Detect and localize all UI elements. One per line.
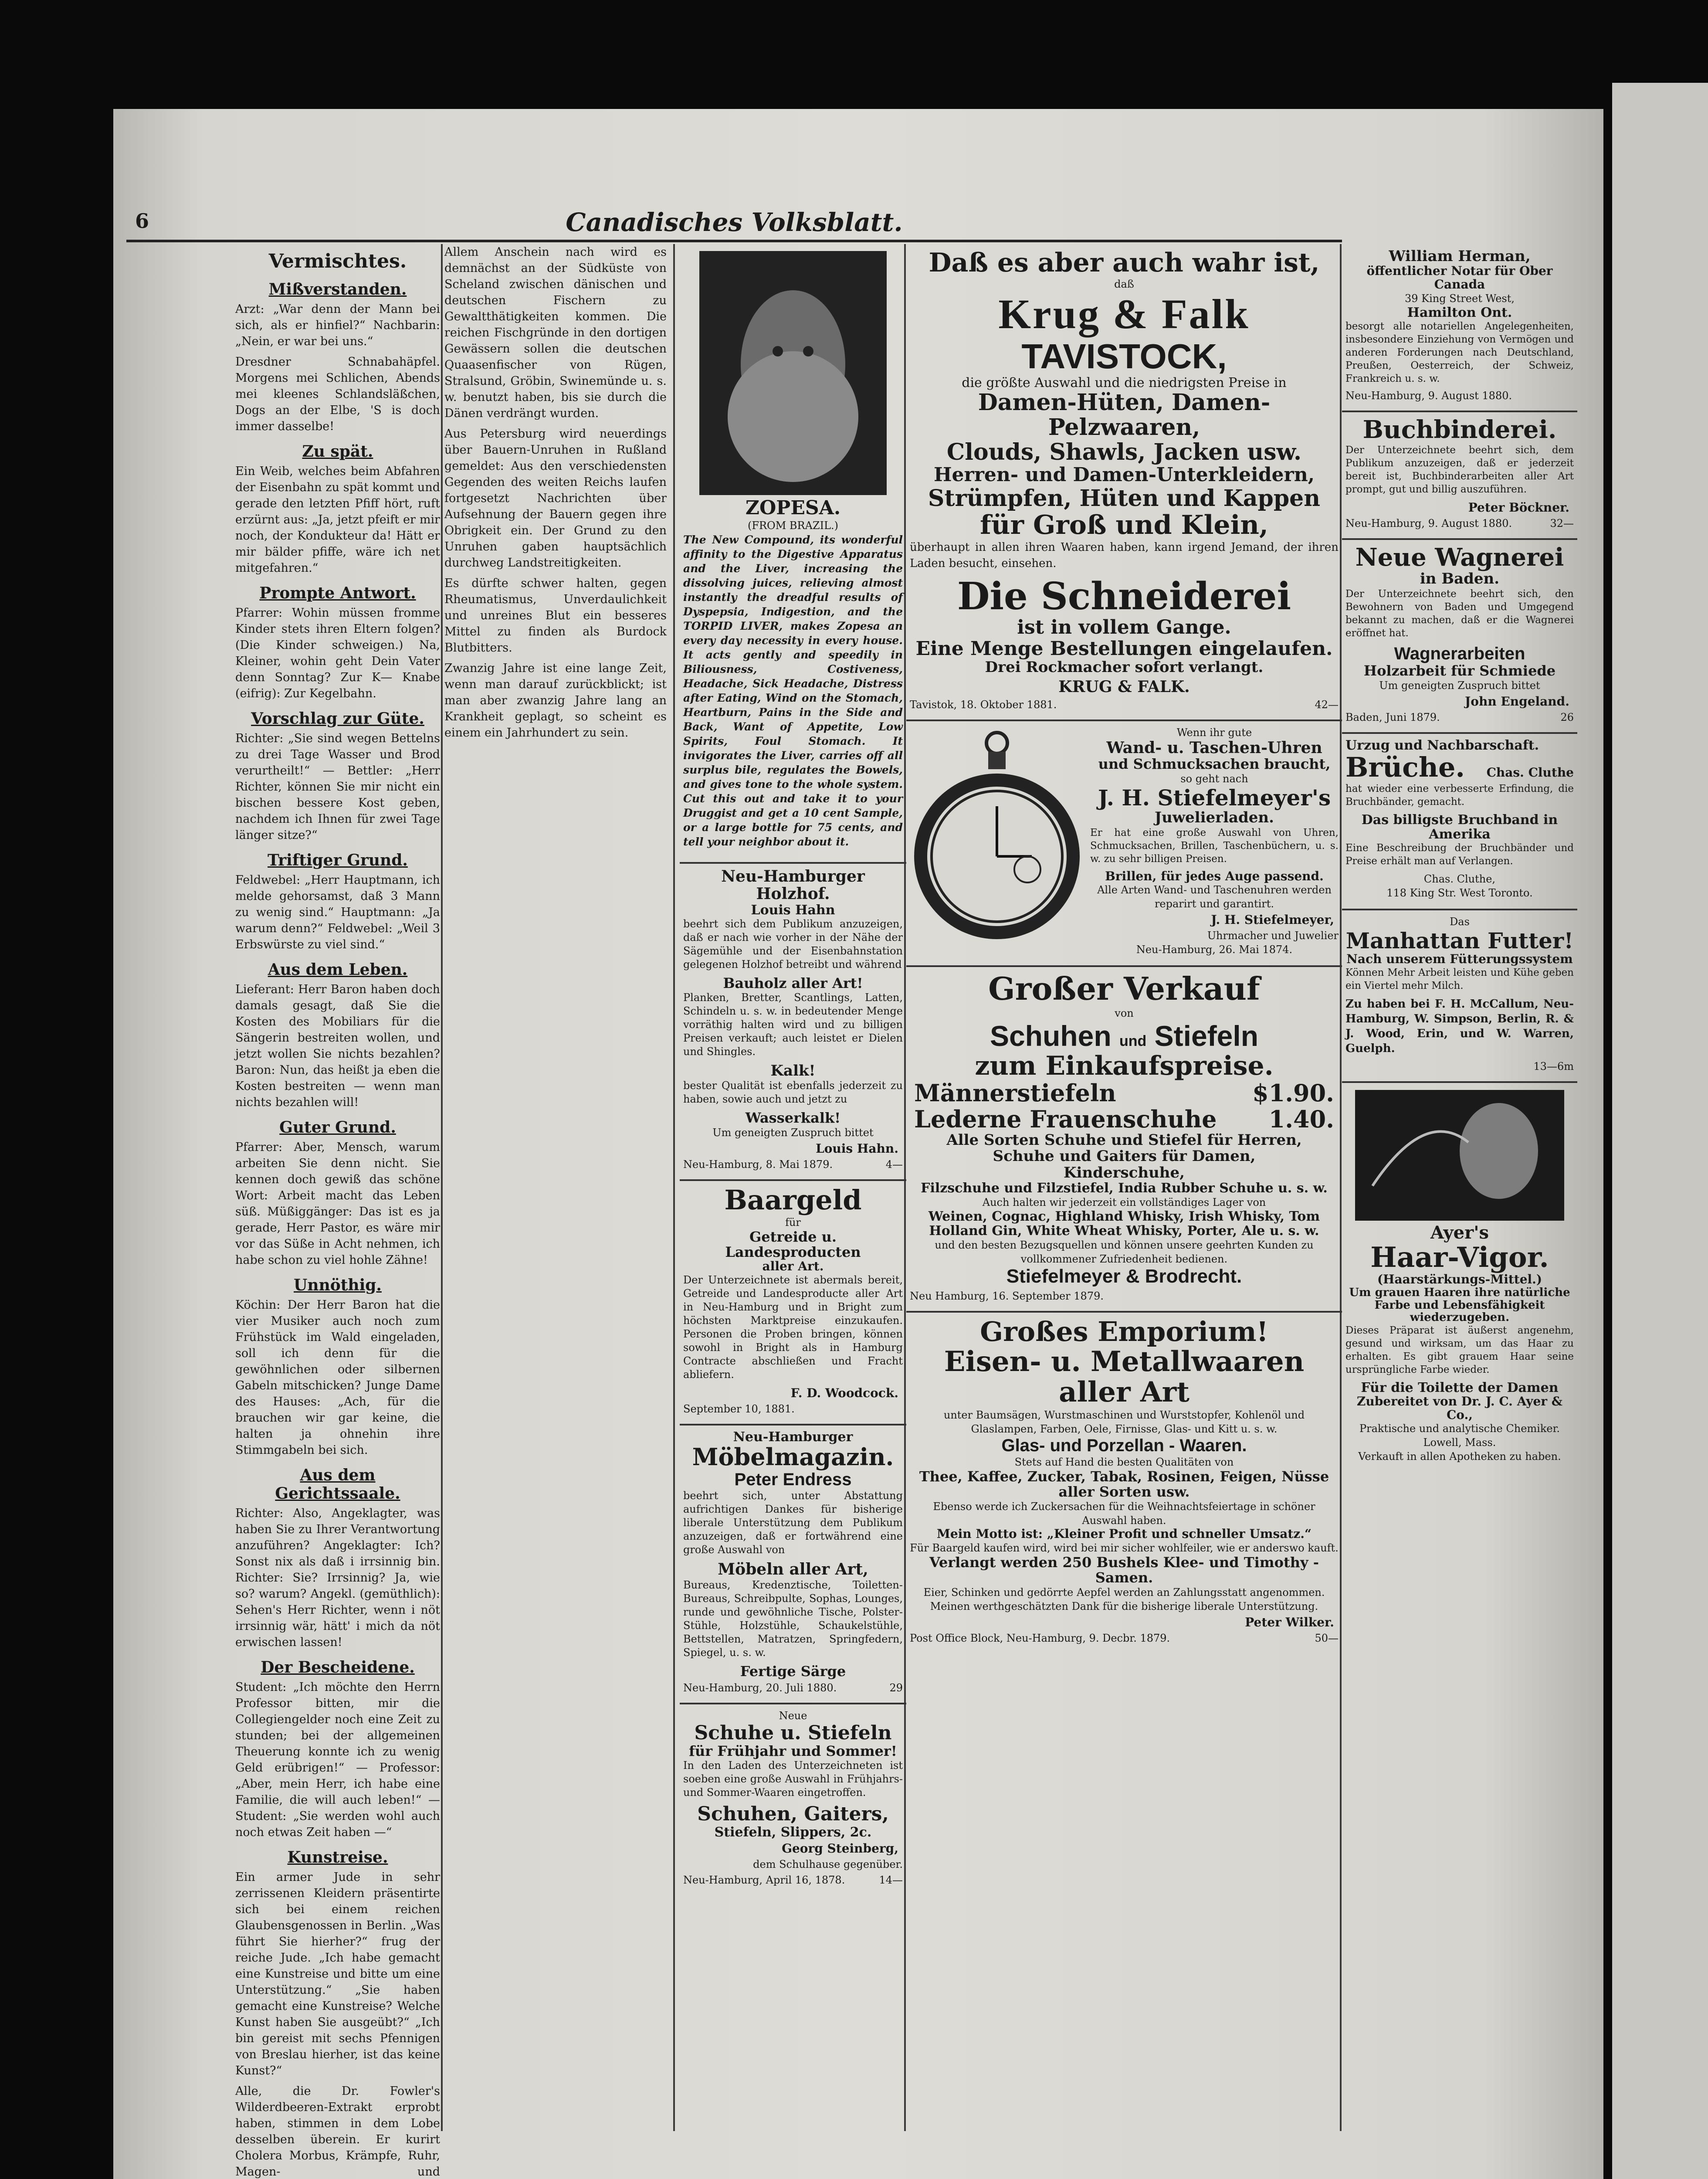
zopesa-text: The New Compound, its wonderful affinity to the Digestive Apparatus and the Liver, increasing the dissolving juices, relieving almost instantly the dreadful results of Dyspepsia, Indigestion, and the TORPID LIVER, makes Zopesa an every day necessity in every house. It acts gently and speedily in Biliousness, Costiveness, Headache, Sick Headache, Distress after Eating, Wind on the Stomach, Heartburn, Pains in the Side and Back, Want of Appetite, Low Spirits, Foul Stomach. It invigorates the Liver, carries off all surplus bile, regulates the Bowels, and gives tone to the whole system. Cut this out and take it to your Druggist and get a 10 cent Sample, or a large bottle for 75 cents, and tell your neighbor about it.: [683, 533, 903, 849]
masthead: [126, 209, 1342, 242]
column-rule: [673, 244, 675, 2131]
buchbinderei-date: Neu-Hamburg, 9. August 1880.: [1345, 517, 1512, 529]
column-ads-center: [906, 244, 1342, 2131]
ad-moebel: [680, 1426, 906, 1704]
list-item: [235, 1848, 440, 2079]
moebel-owner: Peter Endress: [734, 1470, 852, 1490]
adjacent-page-edge: [1612, 83, 1708, 2179]
ad-uhren: [906, 721, 1342, 967]
futter-text: Können Mehr Arbeit leisten und Kühe geben ein Viertel mehr Milch.: [1345, 967, 1574, 991]
news-item: Aus Petersburg wird neuerdings über Bauern-Unruhen in Rußland gemeldet: Aus den verschiedensten Gegenden des weiten Reichs laufen fortgesetzt Nachrichten über Aufsehnung der Bauern gegen ihre Obrigkeit ein. Der Grund zu den Unruhen gaben hauptsächlich durchweg Landstreitigkeiten.: [444, 427, 667, 570]
item-title: Prompte Antwort.: [259, 584, 416, 602]
schuhe-ref: 14—: [879, 1874, 903, 1886]
item-text: Lieferant: Herr Baron haben doch damals gesagt, daß Sie die Kosten des Mobiliars für die Sängerin bestreiten wollen, und jetzt wollen Sie nichts bezahlen? Baron: Nun, das heißt ja eben die Kosten bestreiten — wenn man nichts bezahlen will!: [235, 983, 440, 1109]
item-title: Der Bescheidene.: [261, 1658, 415, 1677]
moebel-sub: Möbeln aller Art,: [718, 1560, 868, 1579]
item-title: Triftiger Grund.: [268, 851, 408, 869]
item-text: Pfarrer: Wohin müssen fromme Kinder stets ihren Eltern folgen? (Die Kinder schweigen.) Na, Kleiner, wohin geht Dein Vater denn Sonntag? Zur K— Knabe (eifrig): Zur Kegelbahn.: [235, 606, 440, 700]
price-item: Männerstiefeln: [914, 1079, 1116, 1107]
moebel-text: Bureaus, Kredenztische, Toiletten-Bureaus, Schreibpulte, Sophas, Lounges, runde und gewöhnliche Tische, Polster-Stühle, Holzstühle, Schaukelstühle, Bettstellen, Matratzen, Springfedern, Spiegel, u. s. w.: [683, 1578, 903, 1659]
ayer-title1: Ayer's: [1430, 1222, 1489, 1243]
emporium-line3: unter Baumsägen, Wurstmaschinen und Wurststopfer, Kohlenöl und Glaslampen, Farben, Oele, Firnisse, Glas- und Kitt u. s. w.: [943, 1409, 1305, 1435]
emporium-line6: Thee, Kaffee, Zucker, Tabak, Rosinen, Feigen, Nüsse aller Sorten usw.: [919, 1468, 1329, 1500]
buchbinderei-title: Buchbinderei.: [1362, 415, 1557, 444]
herman-line1: öffentlicher Notar für Ober Canada: [1366, 264, 1553, 292]
holzhof-close: Um geneigten Zuspruch bittet: [712, 1127, 874, 1139]
krug-date: Tavistok, 18. Oktober 1881.: [910, 698, 1057, 711]
bearded-man-icon: [699, 251, 887, 495]
krug-line5: Clouds, Shawls, Jacken usw.: [946, 438, 1302, 465]
herman-line3: Hamilton Ont.: [1407, 305, 1512, 320]
verkauf-line10: Weinen, Cognac, Highland Whisky, Irish Whisky, Tom Holland Gin, White Wheat Whisky, Porter, Ale u. s. w.: [928, 1209, 1320, 1239]
baargeld-text: Der Unterzeichnete ist abermals bereit, Getreide und Landesproducte aller Art in Neu-Hamburg und in Bright zum höchsten Marktpreise einzukaufen. Personen die Proben bringen, können sowohl in Bright als in Hamburg Contracte abschließen und Fracht abliefern.: [683, 1273, 903, 1381]
ayer-sub: (Haarstärkungs-Mittel.): [1377, 1272, 1542, 1287]
list-item: [235, 1466, 440, 1650]
baargeld-date: September 10, 1881.: [683, 1402, 795, 1415]
wagnerei-sub2: Wagnerarbeiten: [1394, 644, 1525, 663]
ad-verkauf: [906, 967, 1342, 1312]
item-title: Mißverstanden.: [268, 280, 407, 299]
holzhof-title: Neu-Hamburger Holzhof.: [721, 867, 865, 903]
verkauf-line7: Kinderschuhe,: [1064, 1164, 1185, 1181]
list-item: [235, 280, 440, 350]
item-text: Richter: Also, Angeklagter, was haben Sie zu Ihrer Verantwortung anzuführen? Angeklagter: Ich? Sonst nix als daß i irrsinnig bin. Richter: Sie? Irrsinnig? Ja, wie so? warum? Angekl. (gemüthlich): Sehen's Herr Richter, wenn i nöt irrsinnig wär, hätt' i mich da nöt erwischen lassen!: [235, 1507, 440, 1649]
bruche-text: hat wieder eine verbesserte Erfindung, die Bruchbänder, gemacht.: [1345, 783, 1574, 808]
krug-line11: Eine Menge Bestellungen eingelaufen.: [915, 637, 1333, 660]
emporium-line4: Glas- und Porzellan - Waaren.: [1001, 1436, 1247, 1455]
wagnerei-signature: John Engeland.: [1465, 694, 1569, 709]
ayer-line4: Praktische und analytische Chemiker.: [1359, 1422, 1560, 1435]
uhren-signature2: Uhrmacher und Juwelier: [1207, 930, 1339, 942]
column-rule: [441, 244, 443, 2131]
holzhof-owner: Louis Hahn: [751, 902, 835, 918]
holzhof-intro: beehrt sich dem Publikum anzuzeigen, daß er nach wie vorher in der Nähe der Sägemühle und der Eisenbahnstation gelegenen Holzhof betreibt und während: [683, 917, 903, 971]
holzhof-wasser: Wasserkalk!: [745, 1110, 841, 1127]
baargeld-sub3: aller Art.: [762, 1259, 824, 1273]
price-item: Lederne Frauenschuhe: [914, 1105, 1217, 1133]
baargeld-sub2: Getreide u. Landesproducten: [725, 1228, 861, 1260]
verkauf-schuhen: Schuhen: [990, 1019, 1112, 1052]
wagnerei-date: Baden, Juni 1879.: [1345, 711, 1440, 723]
krug-line10: ist in vollem Gange.: [1017, 616, 1231, 639]
uhren-line6: Brillen, für jedes Auge passend.: [1105, 869, 1324, 883]
ad-futter: [1342, 910, 1577, 1083]
column-ads-right: [1342, 244, 1577, 2131]
column-vermischtes: [235, 244, 440, 2179]
emporium-line7: Ebenso werde ich Zuckersachen für die Weihnachtsfeiertage in schöner Auswahl haben.: [933, 1500, 1315, 1527]
emporium-date: Post Office Block, Neu-Hamburg, 9. Decbr. 1879.: [910, 1632, 1170, 1645]
wagnerei-sub: in Baden.: [1420, 570, 1500, 588]
column-news: [444, 244, 667, 2131]
item-title: Unnöthig.: [294, 1276, 382, 1294]
moebel-date: Neu-Hamburg, 20. Juli 1880.: [683, 1681, 837, 1694]
bruche-name: Chas. Cluthe: [1486, 765, 1574, 780]
list-item: [235, 1658, 440, 1840]
herman-text: besorgt alle notariellen Angelegenheiten, insbesondere Einziehung von Vermögen und anderen Forderungen nach Deutschland, Preußen, Oesterreich, der Schweiz, Frankreich u. s. w.: [1345, 320, 1574, 384]
news-item: Es dürfte schwer halten, gegen Rheumatismus, Unverdaulichkeit und unreines Blut ein besseres Mittel zu finden als Burdock Blutbitters.: [444, 577, 667, 655]
list-item: [235, 851, 440, 953]
uhren-line5: Juwelierladen.: [1155, 809, 1274, 827]
verkauf-signature: Stiefelmeyer & Brodrecht.: [1006, 1266, 1242, 1287]
ad-schuhe: [680, 1704, 906, 1895]
schuhe-sub3: Stiefeln, Slippers, 2c.: [714, 1824, 872, 1840]
krug-ref: 42—: [1315, 698, 1339, 711]
list-item: [235, 442, 440, 576]
baargeld-sub: für: [785, 1216, 801, 1229]
holzhof-sub: Bauholz aller Art!: [723, 974, 863, 991]
ad-holzhof: [680, 864, 906, 1181]
schuhe-date: Neu-Hamburg, April 16, 1878.: [683, 1874, 845, 1886]
futter-line1: Das: [1450, 915, 1470, 928]
krug-line4: Damen-Hüten, Damen-Pelzwaaren,: [978, 389, 1271, 441]
ad-bruche: [1342, 734, 1577, 910]
ayer-text: Dieses Präparat ist äußerst angenehm, gesund und wirksam, um das Haar zu erhalten. Es gibt grauem Haar seine ursprüngliche Farbe wieder.: [1345, 1324, 1574, 1375]
emporium-line8: Mein Motto ist: „Kleiner Profit und schneller Umsatz.“: [936, 1526, 1312, 1541]
list-item: [235, 2083, 440, 2179]
woman-portrait-icon: [1355, 1090, 1564, 1221]
verkauf-stiefeln: Stiefeln: [1154, 1019, 1259, 1052]
news-item: Zwanzig Jahre ist eine lange Zeit, wenn man darauf zurückblickt; ist man aber zwanzig Jahre lang an Krankheit geplagt, so scheint es einem ein Jahrhundert zu sein.: [444, 662, 667, 740]
verkauf-date: Neu Hamburg, 16. September 1879.: [910, 1290, 1104, 1302]
verkauf-line9: Auch halten wir jederzeit ein vollständiges Lager von: [982, 1196, 1266, 1209]
emporium-line10: Verlangt werden 250 Bushels Klee- und Timothy - Samen.: [929, 1554, 1319, 1586]
emporium-line5: Stets auf Hand die besten Qualitäten von: [1014, 1456, 1234, 1468]
emporium-line12: Meinen werthgeschätzten Dank für die bisherige liberale Unterstützung.: [930, 1600, 1318, 1613]
item-text: Richter: „Sie sind wegen Bettelns zu drei Tage Wasser und Brod verurtheilt!“ — Bettler: „Herr Richter, können Sie mir nicht ein bischen bessere Kost geben, nachdem ich Ihnen für zwei Tage länger sitze?“: [235, 732, 440, 842]
news-item: Allem Anschein nach wird es demnächst an der Südküste von Scheland zwischen dänischen und deutschen Fischern zu Gewaltthätigkeiten kommen. Die reichen Fischgründe in den dortigen Gewässern sollen die deutschen Quaasenfischer von Rügen, Stralsund, Gröbin, Swinemünde u. s. w. benutzt haben, bis sie durch die Dänen verdrängt wurden.: [444, 245, 667, 420]
pocket-watch-icon: [910, 726, 1084, 952]
uhren-line1: Wenn ihr gute: [1176, 726, 1252, 739]
holzhof-kalk: Kalk!: [770, 1062, 816, 1079]
wagnerei-sub3: Holzarbeit für Schmiede: [1363, 662, 1556, 679]
bruche-line0: Urzug und Nachbarschaft.: [1345, 737, 1539, 753]
moebel-ref: 29: [889, 1681, 903, 1694]
list-item: [235, 961, 440, 1110]
baargeld-title: Baargeld: [724, 1184, 862, 1216]
krug-schneiderei: Die Schneiderei: [957, 574, 1291, 618]
verkauf-und: und: [1119, 1032, 1147, 1049]
price-value: $1.90.: [1252, 1079, 1334, 1107]
verkauf-line1: Großer Verkauf: [988, 970, 1260, 1008]
schuhe-signature2: dem Schulhause gegenüber.: [753, 1858, 903, 1870]
holzhof-text: Planken, Bretter, Scantlings, Latten, Schindeln u. s. w. in bedeutender Menge vorräthig halten wird und zu billigen Preisen verkauft; auch leistet er Dielen und Shingles.: [683, 991, 903, 1058]
moebel-title2: Möbelmagazin.: [692, 1442, 894, 1471]
item-title: Zu spät.: [302, 442, 373, 461]
page-number: 6: [135, 209, 149, 233]
krug-line6: Herren- und Damen-Unterkleidern,: [933, 464, 1315, 486]
item-text: Pfarrer: Aber, Mensch, warum arbeiten Sie denn nicht. Sie kennen doch gewiß das schöne Wort: Arbeit macht das Leben süß. Müßiggänger: Das ist es ja gerade, Herr Pastor, es wäre mir vor das Süße in Acht nehmen, ich habe schon zu viel hohle Zähne!: [235, 1140, 440, 1267]
wagnerei-ref: 26: [1560, 711, 1574, 723]
moebel-sub2: Fertige Särge: [740, 1663, 846, 1680]
item-text: Student: „Ich möchte den Herrn Professor bitten, mir die Collegiengelder noch eine Zeit zu stunden; bei der allgemeinen Theuerung konnte ich zu wenig Geld erübrigen!“ — Professor: „Aber, mein Herr, ich habe eine Familie, die will auch leben!“ — Student: „Sie werden wohl auch noch etwas Zeit haben —“: [235, 1680, 440, 1839]
item-title: Kunstreise.: [287, 1848, 388, 1867]
list-item: [235, 354, 440, 434]
vermischtes-list: [235, 280, 440, 2179]
bruche-title: Brüche.: [1345, 751, 1465, 783]
schuhe-title2: Schuhe u. Stiefeln: [694, 1721, 892, 1744]
emporium-signature: Peter Wilker.: [1245, 1615, 1334, 1630]
krug-line12: Drei Rockmacher sofort verlangt.: [985, 658, 1264, 676]
item-title: Guter Grund.: [279, 1118, 396, 1137]
verkauf-line11: und den besten Bezugsquellen und können unsere geehrten Kunden zu vollkommener Zufriedenheit bedienen.: [935, 1239, 1314, 1266]
item-title: Vorschlag zur Güte.: [251, 709, 424, 728]
schuhe-sub2: Schuhen, Gaiters,: [697, 1803, 889, 1826]
uhren-date: Neu-Hamburg, 26. Mai 1874.: [1136, 944, 1293, 956]
buchbinderei-text: Der Unterzeichnete beehrt sich, dem Publikum anzuzeigen, daß er jederzeit bereit ist, Buchbinderarbeiten aller Art prompt, gut und billig auszuführen.: [1345, 444, 1574, 495]
krug-line2: daß: [1114, 278, 1134, 290]
emporium-line2: Eisen- u. Metallwaaren aller Art: [944, 1345, 1305, 1409]
list-item: [235, 584, 440, 702]
ad-wagnerei: [1342, 540, 1577, 734]
ayer-title2: Haar-Vigor.: [1370, 1241, 1549, 1274]
krug-line1: Daß es aber auch wahr ist,: [929, 248, 1320, 278]
list-item: [235, 1118, 440, 1268]
zopesa-subtitle: (FROM BRAZIL.): [747, 519, 839, 532]
moebel-intro: beehrt sich, unter Abstattung aufrichtigen Dankes für bisherige liberale Unterstützung dem Publikum anzuzeigen, daß er fortwährend eine große Auswahl von: [683, 1490, 903, 1556]
ad-krug-falk: [906, 244, 1342, 721]
futter-line2: Nach unserem Fütterungssystem: [1346, 951, 1573, 966]
uhren-signature: J. H. Stiefelmeyer,: [1211, 913, 1334, 927]
ayer-line1: Um grauen Haaren ihre natürliche Farbe und Lebensfähigkeit wiederzugeben.: [1349, 1286, 1570, 1324]
ad-herman: [1342, 244, 1577, 412]
uhren-text: [1090, 726, 1339, 957]
ad-ayer: [1342, 1083, 1577, 1473]
emporium-line9: Für Baargeld kaufen wird, wird bei mir sicher wohlfeiler, wie er anderswo kauft.: [910, 1541, 1339, 1554]
item-text: Ein Weib, welches beim Abfahren der Eisenbahn zu spät kommt und gerade den letzten Pfiff hört, ruft erzürnt aus: „Ja, jetzt pfeift er mir noch, der Kondukteur da! Hätt er mir bälder pfiffe, wäre ich net mitgefahren.“: [235, 465, 440, 575]
bruche-address: 118 King Str. West Toronto.: [1386, 886, 1533, 899]
ayer-line2: Für die Toilette der Damen: [1361, 1380, 1559, 1395]
bruche-line1: Das billigste Bruchband in Amerika: [1361, 812, 1558, 842]
section-heading: Vermischtes.: [268, 250, 407, 272]
verkauf-line2: von: [1115, 1007, 1134, 1019]
buchbinderei-signature: Peter Böckner.: [1468, 500, 1569, 515]
price-value: 1.40.: [1268, 1105, 1334, 1133]
uhren-line3: und Schmucksachen braucht,: [1098, 756, 1331, 773]
portrait-image: [699, 251, 887, 495]
krug-line7: Strümpfen, Hüten und Kappen: [928, 485, 1321, 512]
price-row: [910, 1080, 1339, 1106]
krug-signature: KRUG & FALK.: [1058, 677, 1190, 696]
bruche-signature: Chas. Cluthe,: [1423, 872, 1496, 885]
schuhe-sub: für Frühjahr und Sommer!: [689, 1743, 897, 1760]
herman-name: William Herman,: [1389, 248, 1531, 265]
bruche-text2: Eine Beschreibung der Bruchbänder und Preise erhält man auf Verlangen.: [1345, 842, 1574, 867]
list-item: [235, 709, 440, 843]
baargeld-signature: F. D. Woodcock.: [790, 1385, 898, 1400]
uhren-line7: Alle Arten Wand- und Taschenuhren werden reparirt und garantirt.: [1097, 884, 1332, 910]
list-item: [235, 1276, 440, 1458]
verkauf-line4: zum Einkaufspreise.: [975, 1051, 1274, 1082]
emporium-line11: Eier, Schinken und gedörrte Aepfel werden an Zahlungsstatt angenommen.: [923, 1586, 1325, 1599]
uhren-text-body: Er hat eine große Auswahl von Uhren, Schmucksachen, Brillen, Taschenbüchern, u. s. w. zu sehr billigen Preisen.: [1090, 827, 1339, 865]
holzhof-ref: 4—: [885, 1158, 903, 1171]
futter-ref: 13—6m: [1533, 1060, 1574, 1073]
zopesa-title: ZOPESA.: [745, 497, 841, 519]
buchbinderei-ref: 32—: [1550, 517, 1574, 529]
verkauf-line8: Filzschuhe und Filzstiefel, India Rubber Schuhe u. s. w.: [921, 1181, 1328, 1196]
item-text: Köchin: Der Herr Baron hat die vier Musiker auch noch zum Frühstück im Wald eingeladen, soll ich denn für die gewöhnlichen oder silbernen Gabeln mitschicken? Junge Dame des Hauses: „Ach, für die brauchen wir gar keine, die halten ja ohnehin ihre Stimmgabeln bei sich.: [235, 1298, 440, 1457]
item-title: Aus dem Leben.: [268, 961, 408, 979]
column-ads-left: [680, 244, 906, 2131]
item-text: Feldwebel: „Herr Hauptmann, ich melde gehorsamst, daß 3 Mann zu wenig sind.“ Hauptmann: „Ja warum denn?“ Feldwebel: „Weil 3 Erbswürste zu viel sind.“: [235, 873, 440, 951]
holzhof-signature: Louis Hahn.: [816, 1141, 898, 1156]
verkauf-line6: Schuhe und Gaiters für Damen,: [993, 1147, 1256, 1165]
uhren-line4: so geht nach: [1180, 773, 1248, 785]
item-title: Aus dem Gerichtssaale.: [275, 1466, 400, 1503]
wagnerei-text: Der Unterzeichnete beehrt sich, den Bewohnern von Baden und Umgegend bekannt zu machen, daß er die Wagnerei eröffnet hat.: [1345, 588, 1574, 639]
wagnerei-close: Um geneigten Zuspruch bittet: [1379, 679, 1540, 692]
ayer-line3: Zubereitet von Dr. J. C. Ayer & Co.,: [1356, 1394, 1563, 1422]
newspaper-title: Canadisches Volksblatt.: [566, 207, 903, 237]
schuhe-signature: Georg Steinberg,: [782, 1841, 898, 1856]
futter-line3: Zu haben bei F. H. McCallum, Neu-Hamburg, W. Simpson, Berlin, R. & J. Wood, Erin, und W. Warren, Guelph.: [1345, 997, 1574, 1055]
holzhof-kalk-text: bester Qualität ist ebenfalls jederzeit zu haben, sowie auch und jetzt zu: [683, 1079, 903, 1106]
krug-line3: die größte Auswahl und die niedrigsten Preise in: [962, 375, 1287, 390]
ad-baargeld: [680, 1181, 906, 1425]
verkauf-line5: Alle Sorten Schuhe und Stiefel für Herren,: [946, 1131, 1302, 1149]
uhren-line2: Wand- u. Taschen-Uhren: [1106, 738, 1322, 757]
krug-town: TAVISTOCK,: [1021, 336, 1227, 376]
holzhof-date: Neu-Hamburg, 8. Mai 1879.: [683, 1158, 833, 1171]
ayer-line6: Verkauft in allen Apotheken zu haben.: [1358, 1450, 1561, 1463]
moebel-title1: Neu-Hamburger: [733, 1429, 853, 1445]
emporium-line1: Großes Emporium!: [980, 1315, 1268, 1347]
item-text: Arzt: „War denn der Mann bei sich, als er hinfiel?“ Nachbarin: „Nein, er war bei uns.“: [235, 302, 440, 348]
krug-line8: für Groß und Klein,: [980, 509, 1268, 540]
schuhe-text: In den Laden des Unterzeichneten ist soeben eine große Auswahl in Frühjahrs- und Sommer-Waaren eingetroffen.: [683, 1759, 903, 1799]
price-row: [910, 1106, 1339, 1132]
futter-title: Manhattan Futter!: [1345, 927, 1574, 954]
ayer-image: [1355, 1090, 1564, 1221]
ad-zopesa: [680, 244, 906, 864]
ayer-line5: Lowell, Mass.: [1423, 1436, 1496, 1449]
herman-date: Neu-Hamburg, 9. August 1880.: [1345, 389, 1512, 402]
ad-buchbinderei: [1342, 412, 1577, 540]
krug-name: Krug & Falk: [998, 291, 1250, 337]
item-text: Dresdner Schnabahäpfel. Morgens mei Schlichen, Abends mei kleenes Schlandsläßchen, Dogs an der Elbe, 'S is doch immer dasselbe!: [235, 355, 440, 433]
krug-line9: überhaupt in allen ihren Waaren haben, kann irgend Jemand, der ihren Laden besucht, einsehen.: [910, 540, 1339, 570]
ad-emporium: [906, 1313, 1342, 1653]
item-text: Alle, die Dr. Fowler's Wilderdbeeren-Extrakt erprobt haben, stimmen in dem Lobe desselben überein. Er kurirt Cholera Morbus, Krämpfe, Ruhr, Magen- und: [235, 2084, 440, 2179]
item-text: Ein armer Jude in sehr zerrissenen Kleidern präsentirte sich bei einem reichen Glaubensgenossen in Berlin. „Was führt Sie hierher?“ frug der reiche Jude. „Ich habe gemacht eine Kunstreise und bitte um eine Unterstützung.“ „Sie haben gemacht eine Kunstreise? Welche Kunst haben Sie ausgeübt?“ „Ich bin gereist mit sechs Pfennigen von Breslau hierher, ist das keine Kunst?“: [235, 1870, 440, 2077]
emporium-ref: 50—: [1315, 1632, 1339, 1645]
pocket-watch-image: [910, 726, 1084, 957]
wagnerei-title: Neue Wagnerei: [1355, 543, 1564, 572]
uhren-name: J. H. Stiefelmeyer's: [1098, 785, 1331, 811]
schuhe-title1: Neue: [779, 1709, 807, 1722]
herman-line2: 39 King Street West,: [1405, 292, 1515, 305]
